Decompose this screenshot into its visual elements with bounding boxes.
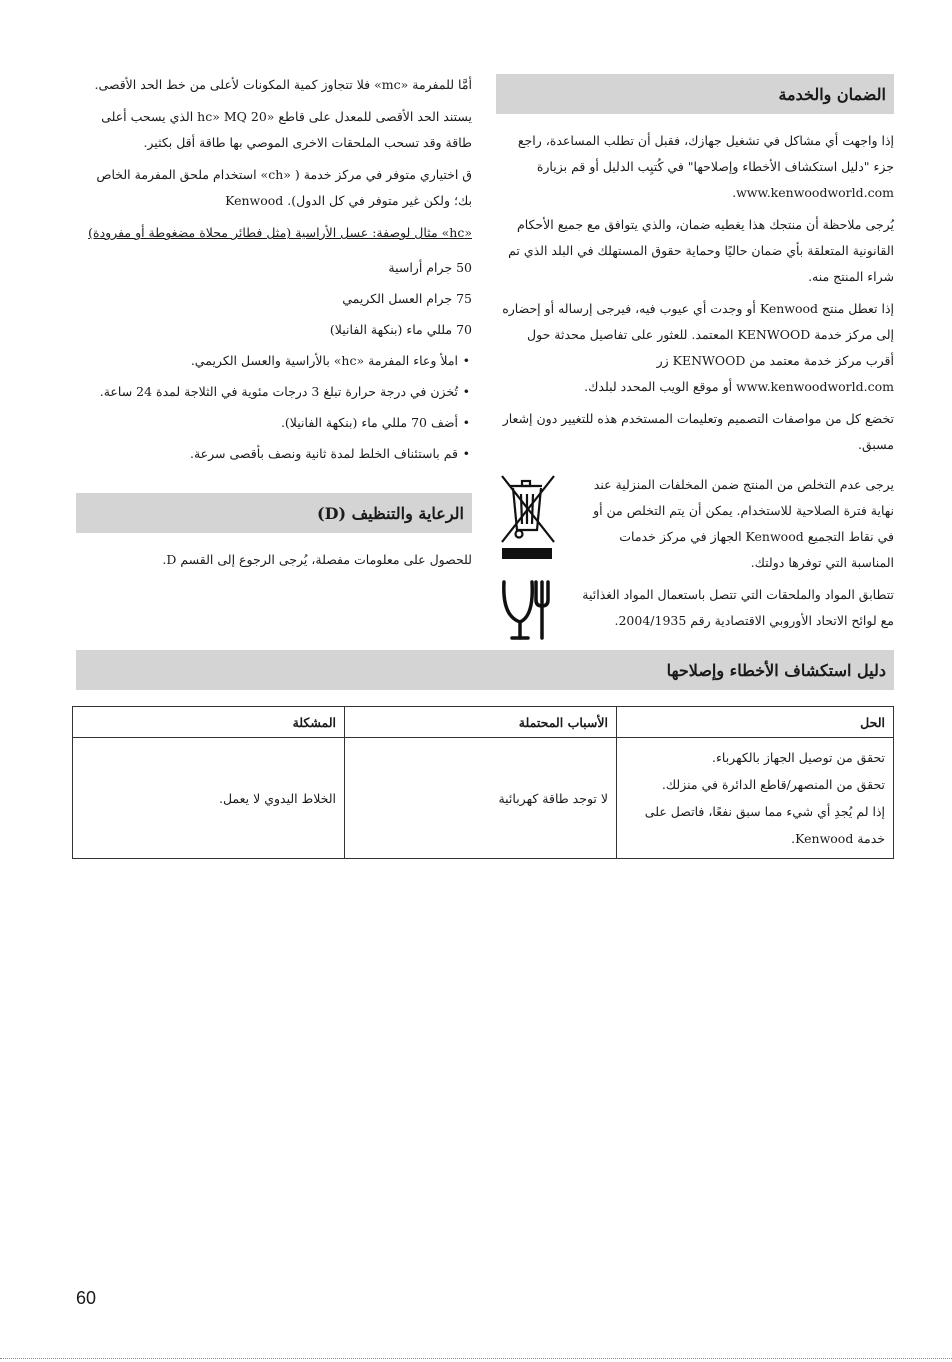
recipe-intro: يستند الحد الأقصى للمعدل على قاطع «hc» MQ 20 الذي يسحب أعلى طاقة وقد تسحب الملحقات الاخرى الموصي بها طاقة أقل بكثير.: [101, 109, 472, 150]
troubleshooting-table: [72, 706, 894, 859]
disposal-block: [496, 472, 894, 646]
recipe-step: • تُخزن في درجة حرارة تبلغ 3 درجات مئوية في الثلاجة لمدة 24 ساعة.: [76, 376, 458, 407]
care-text: للحصول على معلومات مفصلة، يُرجى الرجوع إلى القسم D.: [162, 552, 472, 567]
page-number: 60: [76, 1288, 97, 1308]
table-row: [73, 738, 894, 859]
cause-cell: لا توجد طاقة كهربائية: [345, 738, 617, 859]
recipe-section: [76, 72, 472, 573]
recipe-steps: [76, 345, 472, 469]
problem-cell: الخلاط اليدوي لا يعمل.: [73, 738, 345, 859]
warranty-paragraph: يُرجى ملاحظة أن منتجك هذا يغطيه ضمان، والذي يتوافق مع جميع الأحكام القانونية المتعلقة بأي ضمان حاليًا وحماية حقوق المستهلك في البلد الذي تم شراء المنتج منه.: [508, 217, 894, 284]
warranty-heading: الضمان والخدمة: [496, 74, 894, 114]
care-heading: الرعاية والتنظيف (D): [76, 493, 472, 533]
recipe-intro: ق اختياري متوفر في مركز خدمة ( «ch» استخدام ملحق المفرمة الخاص بك؛ ولكن غير متوفر في كل الدول). Kenwood: [96, 167, 472, 208]
table-header-row: [73, 707, 894, 738]
solution-item: تحقق من المنصهر/قاطع الدائرة في منزلك.: [661, 777, 885, 792]
warranty-section: [496, 74, 894, 646]
food-safe-icon: [498, 576, 558, 642]
disposal-text: يرجى عدم التخلص من المنتج ضمن المخلفات المنزلية عند نهاية فترة الصلاحية للاستخدام. يمكن أن يتم التخلص من أو في نقاط التجميع Kenwood الجهاز في مركز خدمات المناسبة التي توفرها دولتك.: [593, 477, 894, 570]
recipe-step: • أضف 70 مللي ماء (بنكهة الفانيلا).: [76, 407, 458, 438]
solution-cell: [617, 738, 894, 859]
recipe-intro: أمَّا للمفرمة «mc» فلا تتجاوز كمية المكونات لأعلى من خط الحد الأقصى.: [94, 77, 472, 92]
ingredient-item: 75 جرام العسل الكريمي: [342, 291, 472, 306]
warranty-paragraph: إذا واجهت أي مشاكل في تشغيل جهازك، فقبل أن تطلب المساعدة، راجع جزء "دليل استكشاف الأخطاء وإصلاحها" في كُتيِب الدليل أو قم بزيارة www.kenwoodworld.com.: [517, 133, 894, 200]
warranty-paragraph: إذا تعطل منتج Kenwood أو وجدت أي عيوب فيه، فيرجى إرساله أو إحضاره إلى مركز خدمة KENWOOD المعتمد. للعثور على تفاصيل محدثة حول أقرب مركز خدمة معتمد من KENWOOD زر www.kenwoodworld.com أو موقع الويب المحدد لبلدك.: [502, 301, 894, 394]
troubleshooting-heading: دليل استكشاف الأخطاء وإصلاحها: [76, 650, 894, 690]
solution-item: تحقق من توصيل الجهاز بالكهرباء.: [712, 750, 885, 765]
crossed-bin-icon: [498, 472, 558, 562]
footer-divider: [0, 1358, 952, 1359]
recipe-step: • املأ وعاء المفرمة «hc» بالأراسية والعسل الكريمي.: [76, 345, 458, 376]
column-header-solution: الحل: [617, 707, 894, 738]
column-header-problem: المشكلة: [73, 707, 345, 738]
recipe-title: «hc» مثال لوصفة: عسل الأراسية (مثل فطائر محلاة مضغوطة أو مفرودة): [88, 225, 472, 240]
ingredient-item: 70 مللي ماء (بنكهة الفانيلا): [329, 322, 472, 337]
warranty-paragraph: تخضع كل من مواصفات التصميم وتعليمات المستخدم هذه للتغيير دون إشعار مسبق.: [502, 411, 894, 452]
column-header-cause: الأسباب المحتملة: [345, 707, 617, 738]
ingredient-item: 50 جرام أراسية: [388, 260, 472, 275]
solution-item: إذا لم يُجدِ أي شيء مما سبق نفعًا، فاتصل على خدمة Kenwood.: [644, 804, 885, 846]
recipe-step: • قم باستئناف الخلط لمدة ثانية ونصف بأقصى سرعة.: [76, 438, 458, 469]
food-contact-text: تتطابق المواد والملحقات التي تتصل باستعمال المواد الغذائية مع لوائح الاتحاد الأوروبي الاقتصادية رقم 2004/1935.: [582, 587, 894, 628]
